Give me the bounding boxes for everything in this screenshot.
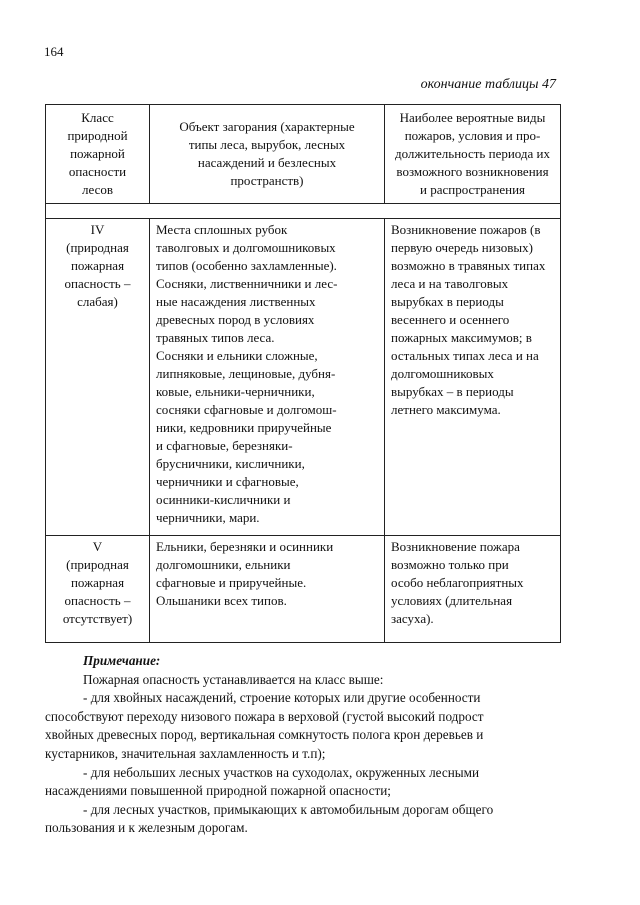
row-fire-v: Возникновение пожара возможно только при особо неблагоприятных условиях (длительная засуха). [385,536,561,643]
table-header-row [46,105,561,204]
note-intro: Пожарная опасность устанавливается на класс выше: [83,671,384,687]
fire-hazard-table [45,104,561,643]
table-row [46,536,561,643]
note-item-1-line: кустарников, значительная захламленность и т.п); [45,745,326,761]
note-section [45,652,551,838]
row-class-v: V (природная пожарная опасность – отсутствует) [46,536,150,643]
row-object-iv: Места сплошных рубок таволговых и долгомошниковых типов (особенно захламленные). Сосняки, лиственничники и лес- ные насаждения лиственных древесных пород в условиях травяных типов леса. Сосняки и ельники сложные, липняковые, лещиновые, дубня- ковые, ельники-черничники, сосняки сфагновые и долгомош- ники, кедровники приручейные и сфагновые, березняки- брусничники, кисличники, черничники и сфагновые, осинники-кисличники и черничники, мари. [150,219,385,536]
row-class-iv: IV (природная пожарная опасность – слабая) [46,219,150,536]
table-spacer-row [46,204,561,219]
note-item-1-line: хвойных древесных пород, вертикальная сомкнутость полога крон деревьев и [45,727,484,743]
note-item-3-line: пользования и к железным дорогам. [45,820,248,836]
note-item-3-line: - для лесных участков, примыкающих к автомобильным дорогам общего [83,801,494,817]
note-item-1-line: - для хвойных насаждений, строение которых или другие особенности [83,690,481,706]
header-class: Класс природной пожарной опасности лесов [46,105,150,204]
note-heading: Примечание: [83,653,161,668]
table-row [46,219,561,536]
note-item-1-line: способствуют переходу низового пожара в верховой (густой высокий подрост [45,708,484,724]
page-number: 164 [44,44,64,59]
header-fire-types: Наиболее вероятные виды пожаров, условия и про- должительность периода их возможного возникновения и распространения [385,105,561,204]
note-item-2-line: - для небольших лесных участков на суходолах, окруженных лесными [83,764,480,780]
table-caption: окончание таблицы 47 [420,77,556,92]
row-fire-iv: Возникновение пожаров (в первую очередь низовых) возможно в травяных типах леса и на таволговых вырубках в периоды весеннего и осеннего пожарных максимумов; в остальных типах леса и на долгомошниковых вырубках – в периоды летнего максимума. [385,219,561,536]
row-object-v: Ельники, березняки и осинники долгомошники, ельники сфагновые и приручейные. Ольшаники всех типов. [150,536,385,643]
note-item-2-line: насаждениями повышенной природной пожарной опасности; [45,783,391,799]
header-object: Объект загорания (характерные типы леса, вырубок, лесных насаждений и безлесных пространств) [150,105,385,204]
